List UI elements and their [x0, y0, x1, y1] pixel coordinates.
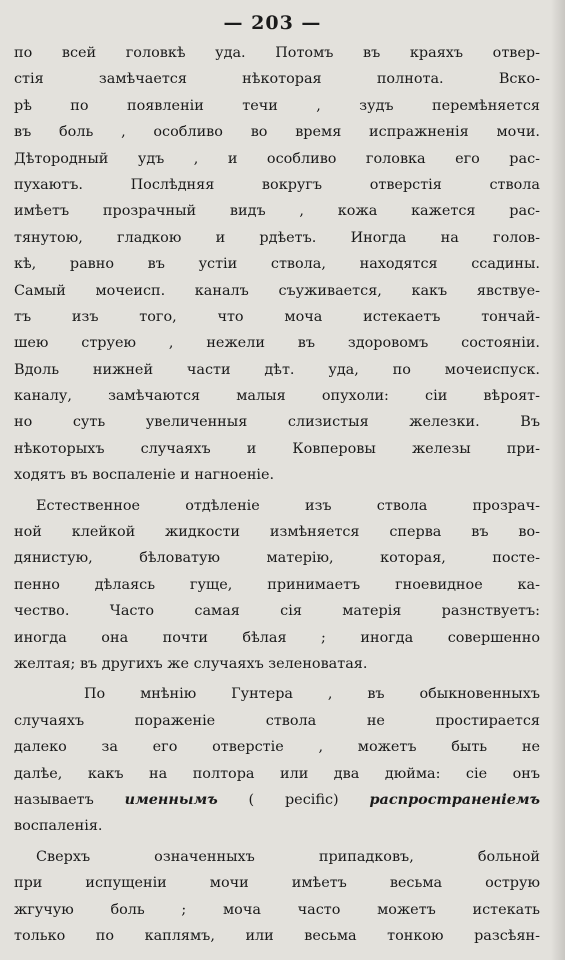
text-line: стія замѣчается нѣкоторая полнота. Вско- — [14, 71, 540, 88]
text-line: воспаленія. — [14, 818, 103, 835]
text-line: иногда она почти бѣлая ; иногда совершенно — [14, 629, 540, 646]
paragraph-4 — [14, 844, 540, 950]
text-line: Естественное отдѣленіе изъ ствола прозрач- — [36, 497, 540, 514]
text-line: шею струею , нежели въ здоровомъ состояніи. — [14, 335, 540, 352]
text-line: при испущеніи мочи имѣетъ весьма острую — [14, 875, 540, 892]
parenthetical-term: ( pecific) — [248, 791, 339, 808]
text-line: тянутою, гладкою и рдѣетъ. Иногда на голов- — [14, 229, 540, 246]
text-line — [14, 787, 540, 813]
text-line: ходятъ въ воспаленіе и нагноеніе. — [14, 467, 275, 484]
text-line: только по каплямъ, или весьма тонкою разсѣян- — [14, 927, 540, 944]
text-line: случаяхъ пораженіе ствола не простирается — [14, 712, 540, 729]
text-line: имѣетъ прозрачный видъ , кожа кажется рас- — [14, 203, 540, 220]
text-line: далеко за его отверстіе , можетъ быть не — [14, 739, 540, 756]
text-line: желтая; въ другихъ же случаяхъ зеленоватая. — [14, 655, 368, 672]
paragraph-2 — [14, 493, 540, 678]
page-number: — 203 — — [223, 12, 322, 34]
text-line: пухаютъ. Послѣдняя вокругъ отверстія ствола — [14, 176, 540, 193]
text-line: пенно дѣлаясь гуще, принимаетъ гноевидное ка- — [14, 576, 540, 593]
text-line: Вдоль нижней части дѣт. уда, по мочеиспуск. — [14, 361, 540, 378]
page-spine-shadow — [551, 0, 565, 960]
text-line: тъ изъ того, что моча истекаетъ тончай- — [14, 308, 540, 325]
text-line: жгучую боль ; моча часто можетъ истекать — [14, 901, 540, 918]
text-fragment: называетъ — [14, 791, 94, 808]
text-line: Самый мочеисп. каналъ съуживается, какъ явствуе- — [14, 282, 540, 299]
body-text — [14, 40, 540, 949]
text-line: Дѣторoдный удъ , и особливо головка его рас- — [14, 150, 540, 167]
text-line: рѣ по появленіи течи , зудъ перемѣняется — [14, 97, 540, 114]
text-line: ной клейкой жидкости измѣняется сперва въ во- — [14, 524, 540, 541]
text-line: дянистую, бѣловатую матерію, которая, посте- — [14, 550, 540, 567]
text-line: по всей головкѣ уда. Потомъ въ краяхъ отвер- — [14, 45, 540, 61]
text-line: но суть увеличенныя слизистыя железки. Въ — [14, 414, 540, 431]
paragraph-3 — [14, 681, 540, 839]
text-line: нѣкоторыхъ случаяхъ и Ковперовы железы при- — [14, 440, 540, 457]
text-line: далѣе, какъ на полтора или два дюйма: сіе онъ — [14, 765, 540, 782]
text-line: въ боль , особливо во время испражненія мочи. — [14, 124, 540, 141]
paragraph-1 — [14, 40, 540, 489]
text-line: чество. Часто самая сія матерія разнствуетъ: — [14, 603, 540, 620]
text-line: кѣ, равно въ устіи ствола, находятся ссадины. — [14, 256, 540, 273]
text-line: каналу, замѣчаются малыя опухоли: сіи вѣроят- — [14, 388, 540, 405]
text-line: Сверхъ означенныхъ припадковъ, больной — [36, 848, 540, 865]
italic-term: именнымъ — [124, 790, 218, 808]
text-line: По мнѣнію Гунтера , въ обыкновенныхъ — [84, 686, 540, 703]
italic-term: распространеніемъ — [369, 790, 540, 808]
